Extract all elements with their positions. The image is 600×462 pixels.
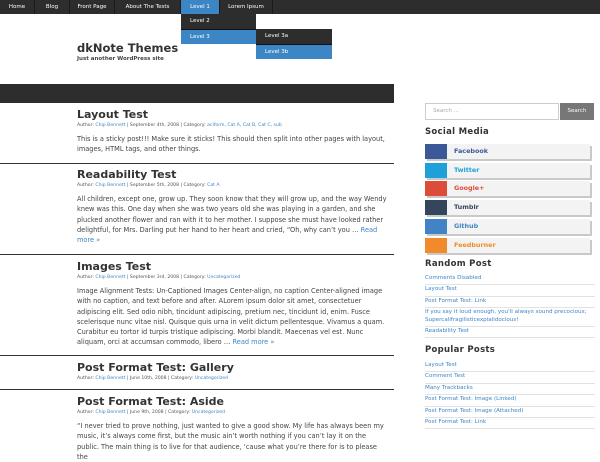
list-item[interactable]: Layout Test xyxy=(425,361,595,372)
post-meta xyxy=(77,123,387,129)
list-item[interactable]: Readability Test xyxy=(425,327,595,338)
post-title[interactable]: Images Test xyxy=(77,260,151,273)
social-media-title: Social Media xyxy=(425,127,490,137)
post-title[interactable]: Post Format Test: Gallery xyxy=(77,361,234,374)
feedburner-icon xyxy=(425,238,447,253)
post-divider xyxy=(0,389,394,390)
meta-category-label: Category: xyxy=(171,376,194,381)
meta-category-label: Category: xyxy=(183,183,206,188)
search-input[interactable]: Search ... xyxy=(425,103,559,120)
post-meta xyxy=(77,376,387,382)
post-title[interactable]: Layout Test xyxy=(77,108,149,121)
dropdown-item-level-2[interactable]: Level 2 xyxy=(190,18,210,24)
meta-category-label: Category: xyxy=(183,123,206,128)
list-item[interactable]: If you say it loud enough, you'll always sound precocious; Supercalifragilisticexpialidocious! xyxy=(425,308,595,327)
popular-posts-list xyxy=(425,361,595,429)
post-excerpt xyxy=(77,134,387,155)
list-item[interactable]: Comments Disabled xyxy=(425,274,595,285)
read-more-link[interactable]: Read more » xyxy=(77,225,378,245)
nav-item-about-tests[interactable]: About The Tests xyxy=(125,4,170,10)
post-date: | June 10th, 2008 | xyxy=(126,376,170,381)
social-label: Tumblr xyxy=(454,203,479,211)
social-feedburner-button[interactable] xyxy=(425,238,590,253)
author-link[interactable]: Chip Bennett xyxy=(95,183,126,188)
author-link[interactable]: Chip Bennett xyxy=(95,376,126,381)
post-title[interactable]: Readability Test xyxy=(77,168,177,181)
dropdown-level-3 xyxy=(256,29,332,59)
nav-separator xyxy=(272,0,273,14)
excerpt-text: This is a sticky post!!! Make sure it sticks! This should then split into other pages with layout, images, HTML tags, and other things. xyxy=(77,135,385,154)
site-description: Just another WordPress site xyxy=(77,56,164,62)
post-date: | June 9th, 2008 | xyxy=(126,410,167,415)
social-tumblr-button[interactable] xyxy=(425,200,590,215)
social-github-button[interactable] xyxy=(425,219,590,234)
author-link[interactable]: Chip Bennett xyxy=(95,410,126,415)
post-layout-test xyxy=(77,108,387,155)
post-date: | September 4th, 2008 | xyxy=(126,123,183,128)
category-links[interactable]: Cat A xyxy=(207,183,220,188)
category-links[interactable]: aciform, Cat A, Cat B, Cat C, sub xyxy=(207,123,282,128)
random-post-title: Random Post xyxy=(425,259,492,269)
meta-author-label: Author: xyxy=(77,123,94,128)
meta-author-label: Author: xyxy=(77,183,94,188)
tumblr-icon xyxy=(425,200,447,215)
dropdown-item-level-3b[interactable]: Level 3b xyxy=(256,44,332,59)
top-nav xyxy=(0,0,600,14)
social-googleplus-button[interactable] xyxy=(425,181,590,196)
nav-item-front-page[interactable]: Front Page xyxy=(77,4,107,10)
facebook-icon xyxy=(425,144,447,159)
random-post-list xyxy=(425,274,595,338)
social-label: Github xyxy=(454,222,479,230)
post-readability-test xyxy=(77,168,387,245)
post-excerpt xyxy=(77,421,387,462)
excerpt-text: “I never tried to prove nothing, just wanted to give a good show. My life has always been my music, it’s always come first, but the music ain’t worth nothing if you can’t lay it on the public. The main thing is to live for that audience, ‘cause what you’re there for is to please the xyxy=(77,422,384,461)
dropdown-item-level-3[interactable]: Level 3 xyxy=(181,29,256,44)
social-twitter-button[interactable] xyxy=(425,163,590,178)
meta-author-label: Author: xyxy=(77,410,94,415)
meta-category-label: Category: xyxy=(183,275,206,280)
post-images-test xyxy=(77,260,387,348)
popular-posts-title: Popular Posts xyxy=(425,345,496,355)
post-divider xyxy=(0,254,394,255)
post-excerpt xyxy=(77,286,387,348)
list-item[interactable]: Post Format Test: Image (Linked) xyxy=(425,395,595,406)
post-meta xyxy=(77,183,387,189)
list-item[interactable]: Post Format Test: Link xyxy=(425,418,595,429)
list-item[interactable]: Post Format Test: Link xyxy=(425,297,595,308)
list-item[interactable]: Post Format Test: Image (Attached) xyxy=(425,407,595,418)
header-bar xyxy=(0,84,394,103)
github-icon xyxy=(425,219,447,234)
post-gallery-test xyxy=(77,361,387,382)
list-item[interactable]: Comment Test xyxy=(425,372,595,383)
nav-item-lorem-ipsum[interactable]: Lorem Ipsum xyxy=(228,4,264,10)
category-links[interactable]: Uncategorized xyxy=(194,376,228,381)
meta-author-label: Author: xyxy=(77,376,94,381)
dropdown-item-level-3a[interactable]: Level 3a xyxy=(265,33,289,39)
post-divider xyxy=(0,355,394,356)
post-divider xyxy=(0,163,394,164)
social-label: Twitter xyxy=(454,166,480,174)
post-excerpt xyxy=(77,194,387,245)
google-plus-icon xyxy=(425,181,447,196)
excerpt-text: All children, except one, grow up. They soon know that they will grow up, and the way Wendy knew was this. One day when she was two years old she was playing in a garden, and she plucked another flower and ran with it to her mother. I suppose she must have looked rather delightful, for Mrs. Darling put her hand to her heart and cried, “Oh, why can’t you … xyxy=(77,195,387,234)
category-links[interactable]: Uncategorized xyxy=(207,275,241,280)
post-date: | September 5th, 2008 | xyxy=(126,183,183,188)
post-aside-test xyxy=(77,395,387,462)
post-date: | September 3rd, 2008 | xyxy=(126,275,183,280)
author-link[interactable]: Chip Bennett xyxy=(95,123,126,128)
meta-author-label: Author: xyxy=(77,275,94,280)
site-title[interactable]: dkNote Themes xyxy=(77,41,179,55)
meta-category-label: Category: xyxy=(168,410,191,415)
author-link[interactable]: Chip Bennett xyxy=(95,275,126,280)
nav-item-home[interactable]: Home xyxy=(8,4,26,10)
nav-item-blog[interactable]: Blog xyxy=(45,4,59,10)
list-item[interactable]: Many Trackbacks xyxy=(425,384,595,395)
social-label: Feedburner xyxy=(454,241,496,249)
dropdown-level-1 xyxy=(181,14,256,44)
post-meta xyxy=(77,410,387,416)
post-title[interactable]: Post Format Test: Aside xyxy=(77,395,224,408)
social-facebook-button[interactable] xyxy=(425,144,590,159)
nav-item-level-1[interactable]: Level 1 xyxy=(181,0,219,14)
excerpt-text: Image Alignment Tests: Un-Captioned Images Center-align, no caption Center-aligned image with no caption, and text before and after. ALorem ipsum dolor sit amet, consectetuer adipiscing elit. Sed odio nibh, tincidunt adipiscing, pretium nec, tincidunt id, enim. Fusce scelerisque nunc vitae nisl. Quisque quis urna in velit dictum pellentesque. Vivamus a quam. Curabitur eu tortor id turpis tristique adipiscing. Morbi blandit. Maecenas vel est. Nunc aliquam, orci at accumsan commodo, libero … xyxy=(77,287,385,347)
category-links[interactable]: Uncategorized xyxy=(191,410,226,415)
twitter-icon xyxy=(425,163,447,178)
list-item[interactable]: Layout Test xyxy=(425,285,595,296)
social-label: Facebook xyxy=(454,147,489,155)
social-label: Google+ xyxy=(454,184,485,192)
post-meta xyxy=(77,275,387,281)
search-button[interactable]: Search xyxy=(560,103,594,120)
read-more-link[interactable]: Read more » xyxy=(232,338,275,347)
